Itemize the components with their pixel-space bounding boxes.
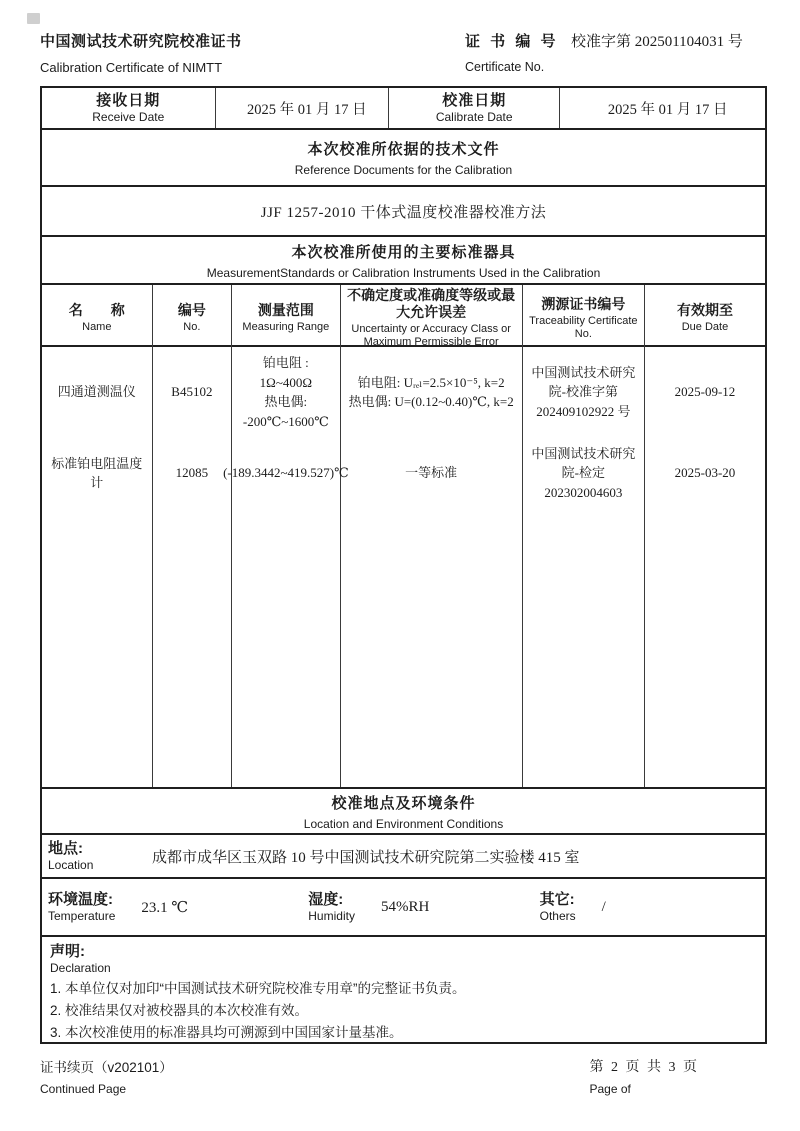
humidity-label: 湿度:	[308, 891, 344, 908]
footer-right	[590, 1056, 768, 1096]
dates-row	[42, 88, 765, 130]
declaration-item: 1. 本单位仅对加印“中国测试技术研究院校准专用章”的完整证书负责。	[50, 981, 466, 996]
scan-artifact	[27, 13, 40, 24]
col-header-no: 编号 No.	[153, 285, 233, 351]
declaration-item: 3. 本次校准使用的标准器具均可溯源到中国国家计量基准。	[50, 1025, 403, 1040]
empty-cell	[341, 509, 523, 787]
instrument-due-date: 2025-03-20	[674, 465, 736, 481]
calibrate-date-value: 2025 年 01 月 17 日	[607, 101, 728, 118]
instrument-name: 标准铂电阻温度计	[42, 437, 153, 509]
receive-date-label: 接收日期	[96, 92, 161, 109]
instrument-traceability: 中国测试技术研究院-校准字第 202409102922 号	[523, 347, 645, 437]
col-header-due-date: 有效期至 Due Date	[676, 302, 733, 334]
continued-page-label-en: Continued Page	[40, 1082, 127, 1096]
instrument-range: (-189.3442~419.527)℃	[232, 437, 340, 509]
page-footer	[40, 1056, 767, 1096]
others-label: 其它:	[539, 891, 575, 908]
temperature-label: 环境温度:	[48, 891, 113, 908]
page-title: 中国测试技术研究院校准证书	[40, 33, 242, 50]
temperature-label-block	[42, 891, 115, 923]
instrument-uncertainty: 一等标准	[341, 437, 523, 509]
col-header-range: 测量范围 Measuring Range	[232, 285, 340, 351]
footer-left	[40, 1056, 173, 1096]
calibrate-date-label-en: Calibrate Date	[435, 110, 513, 124]
instrument-range: 铂电阻 : 1Ω~400Ω 热电偶: -200℃~1600℃	[232, 347, 340, 437]
instrument-name: 四通道测温仪	[42, 347, 153, 437]
location-label-block	[42, 840, 152, 872]
temperature-value: 23.1 ℃	[141, 899, 189, 916]
humidity-label-block	[302, 891, 355, 923]
calibrate-date-label: 校准日期	[442, 92, 507, 109]
instrument-no: 12085	[153, 437, 233, 509]
location-label: 地点:	[48, 840, 83, 857]
calibrate-date-label-cell	[389, 88, 560, 128]
environment-conditions-row	[42, 879, 765, 937]
instrument-due-date: 2025-09-12	[674, 384, 736, 400]
others-label-block	[534, 891, 576, 923]
others-label-en: Others	[539, 909, 576, 923]
standards-heading-zh: 本次校准所使用的主要标准器具	[291, 243, 516, 261]
others-value: /	[601, 898, 606, 915]
location-label-en: Location	[48, 858, 94, 872]
standards-heading-en: MeasurementStandards or Calibration Instruments Used in the Calibration	[206, 265, 601, 280]
certificate-no-label-en: Certificate No.	[465, 60, 545, 74]
certificate-no-label: 证 书 编 号	[465, 33, 559, 50]
declaration-items	[50, 978, 757, 1044]
title-block	[40, 30, 242, 82]
environment-heading-en: Location and Environment Conditions	[303, 816, 504, 831]
reference-document: JJF 1257-2010 干体式温度校准器校准方法	[42, 187, 765, 237]
certificate-number-line	[465, 30, 767, 51]
declaration-section	[42, 937, 765, 1042]
humidity-group	[302, 891, 533, 923]
col-header-uncertainty: 不确定度或准确度等级或最大允许误差 Uncertainty or Accuracy Class or Maximum Permissible Error	[341, 285, 523, 351]
receive-date-label-cell	[42, 88, 216, 128]
temperature-group	[42, 891, 302, 923]
certificate-table	[40, 86, 767, 1044]
empty-cell	[232, 509, 340, 787]
empty-cell	[523, 509, 645, 787]
others-group	[534, 891, 765, 923]
reference-heading-zh: 本次校准所依据的技术文件	[307, 141, 500, 158]
certificate-number-block	[465, 30, 767, 82]
document-header	[40, 30, 767, 82]
instrument-traceability: 中国测试技术研究院-检定 202302004603	[523, 437, 645, 509]
empty-cell	[42, 509, 153, 787]
location-value: 成都市成华区玉双路 10 号中国测试技术研究院第二实验楼 415 室	[152, 849, 580, 866]
declaration-label-en: Declaration	[50, 961, 111, 975]
location-row	[42, 835, 765, 879]
temperature-label-en: Temperature	[48, 909, 116, 923]
page-title-en: Calibration Certificate of NIMTT	[40, 60, 223, 75]
declaration-item: 2. 校准结果仅对被校器具的本次校准有效。	[50, 1003, 309, 1018]
continued-page-label: 证书续页（v202101）	[40, 1060, 173, 1075]
col-header-traceability: 溯源证书编号 Traceability Certificate No.	[523, 285, 645, 351]
environment-heading-zh: 校准地点及环境条件	[331, 794, 476, 812]
standards-section-heading	[42, 237, 765, 285]
reference-heading-en: Reference Documents for the Calibration	[294, 163, 513, 177]
standards-table-header	[42, 285, 765, 347]
col-header-name: 名 称 Name	[42, 285, 153, 351]
environment-section-heading	[42, 789, 765, 835]
receive-date-value: 2025 年 01 月 17 日	[216, 88, 390, 128]
empty-cell	[645, 509, 765, 787]
certificate-content	[40, 30, 767, 1096]
instrument-uncertainty: 铂电阻: Uᵣₑₗ=2.5×10⁻⁵, k=2 热电偶: U=(0.12~0.40)℃, k=2	[341, 347, 523, 437]
standards-table-body	[42, 347, 765, 789]
page-number-en: Page of	[589, 1082, 631, 1096]
instrument-no: B45102	[153, 347, 233, 437]
humidity-value: 54%RH	[380, 898, 430, 915]
humidity-label-en: Humidity	[308, 909, 355, 923]
empty-cell	[153, 509, 233, 787]
receive-date-label-en: Receive Date	[92, 110, 165, 124]
certificate-no-value: 校准字第 202501104031 号	[570, 34, 743, 50]
declaration-label: 声明:	[50, 943, 85, 960]
page-number: 第 2 页 共 3 页	[589, 1060, 699, 1075]
reference-section-heading	[42, 130, 765, 187]
